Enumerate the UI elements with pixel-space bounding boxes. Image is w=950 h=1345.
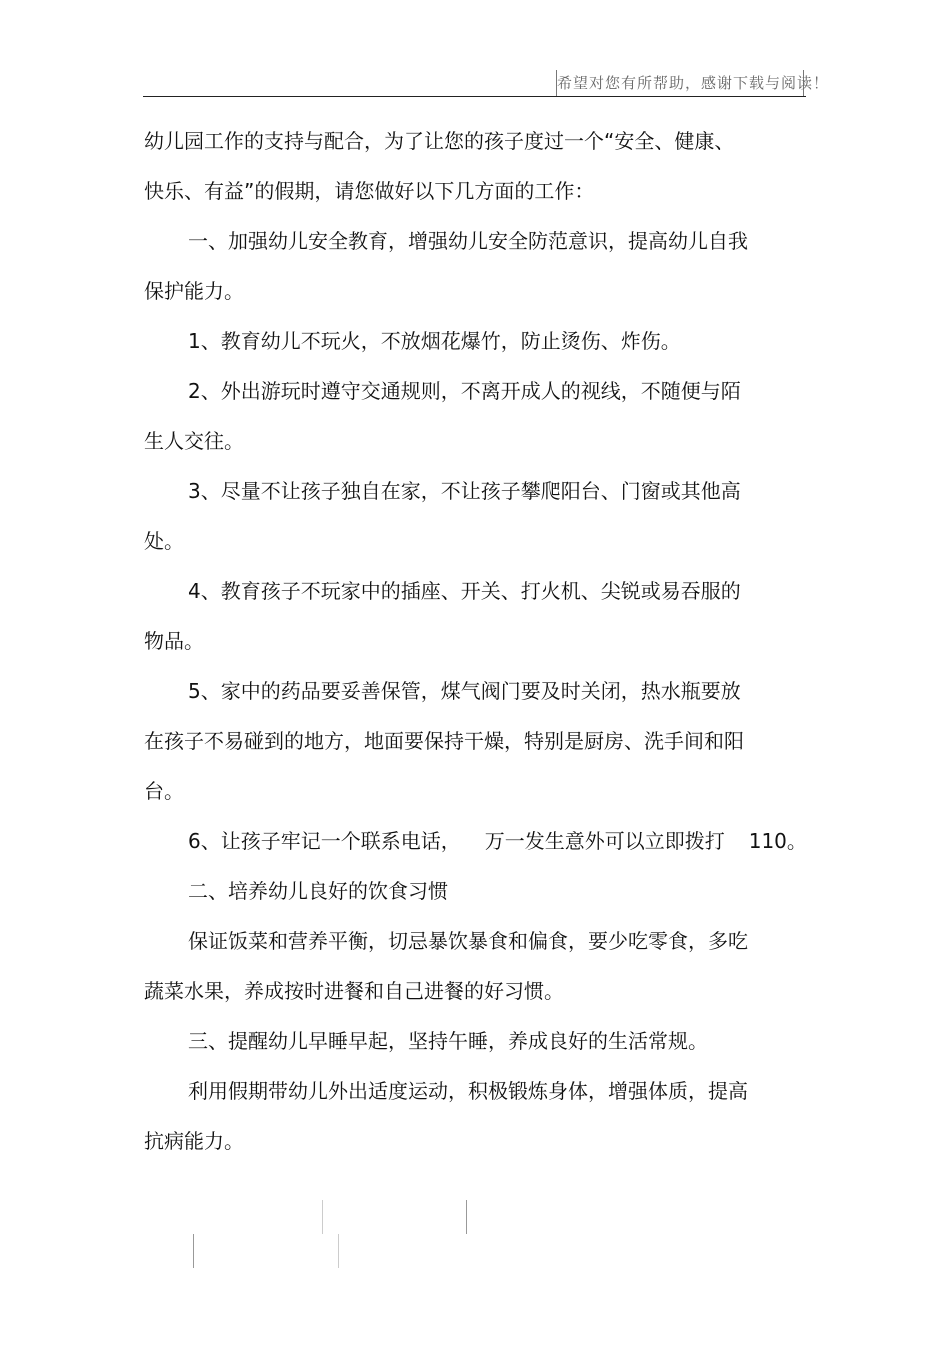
paragraph-line: 快乐、有益”的假期，请您做好以下几方面的工作： [144, 179, 595, 203]
list-item-5: 5、家中的药品要妥善保管，煤气阀门要及时关闭，热水瓶要放 [188, 679, 741, 703]
section-heading-3: 三、提醒幼儿早睡早起，坚持午睡，养成良好的生活常规。 [188, 1029, 708, 1053]
header-slogan: 希望对您有所帮助，感谢下载与阅读！ [556, 70, 804, 96]
scan-artifact-line [322, 1200, 323, 1234]
scan-artifact-line [338, 1234, 339, 1268]
list-item-4: 4、教育孩子不玩家中的插座、开关、打火机、尖锐或易吞服的 [188, 579, 741, 603]
paragraph-line: 幼儿园工作的支持与配合，为了让您的孩子度过一个“安全、健康、 [144, 129, 735, 153]
paragraph-line: 生人交往。 [144, 429, 244, 453]
paragraph-line: 抗病能力。 [144, 1129, 244, 1153]
scan-artifact-line [193, 1234, 194, 1268]
section-heading-1: 一、加强幼儿安全教育，增强幼儿安全防范意识，提高幼儿自我 [188, 229, 748, 253]
paragraph-line: 保护能力。 [144, 279, 244, 303]
list-item-3: 3、尽量不让孩子独自在家，不让孩子攀爬阳台、门窗或其他高 [188, 479, 741, 503]
emergency-number: 110。 [748, 829, 807, 853]
paragraph-line: 在孩子不易碰到的地方，地面要保持干燥，特别是厨房、洗手间和阳 [144, 729, 744, 753]
scan-artifact-line [466, 1200, 467, 1234]
list-item-6 [144, 816, 807, 866]
phone-line-part2: 万一发生意外可以立即拨打 [484, 829, 725, 853]
paragraph-line: 台。 [144, 779, 184, 803]
paragraph-line: 处。 [144, 529, 184, 553]
paragraph-line: 蔬菜水果，养成按时进餐和自己进餐的好习惯。 [144, 979, 564, 1003]
section-heading-2: 二、培养幼儿良好的饮食习惯 [188, 879, 448, 903]
header-rule [143, 96, 806, 97]
paragraph-line: 利用假期带幼儿外出适度运动，积极锻炼身体，增强体质，提高 [188, 1079, 748, 1103]
paragraph-line: 物品。 [144, 629, 204, 653]
document-body [144, 116, 807, 1166]
list-item-1: 1、教育幼儿不玩火，不放烟花爆竹，防止烫伤、炸伤。 [188, 329, 681, 353]
phone-line-part1: 6、让孩子牢记一个联系电话， [188, 829, 461, 853]
paragraph-line: 保证饭菜和营养平衡，切忌暴饮暴食和偏食，要少吃零食，多吃 [188, 929, 748, 953]
list-item-2: 2、外出游玩时遵守交通规则，不离开成人的视线，不随便与陌 [188, 379, 741, 403]
